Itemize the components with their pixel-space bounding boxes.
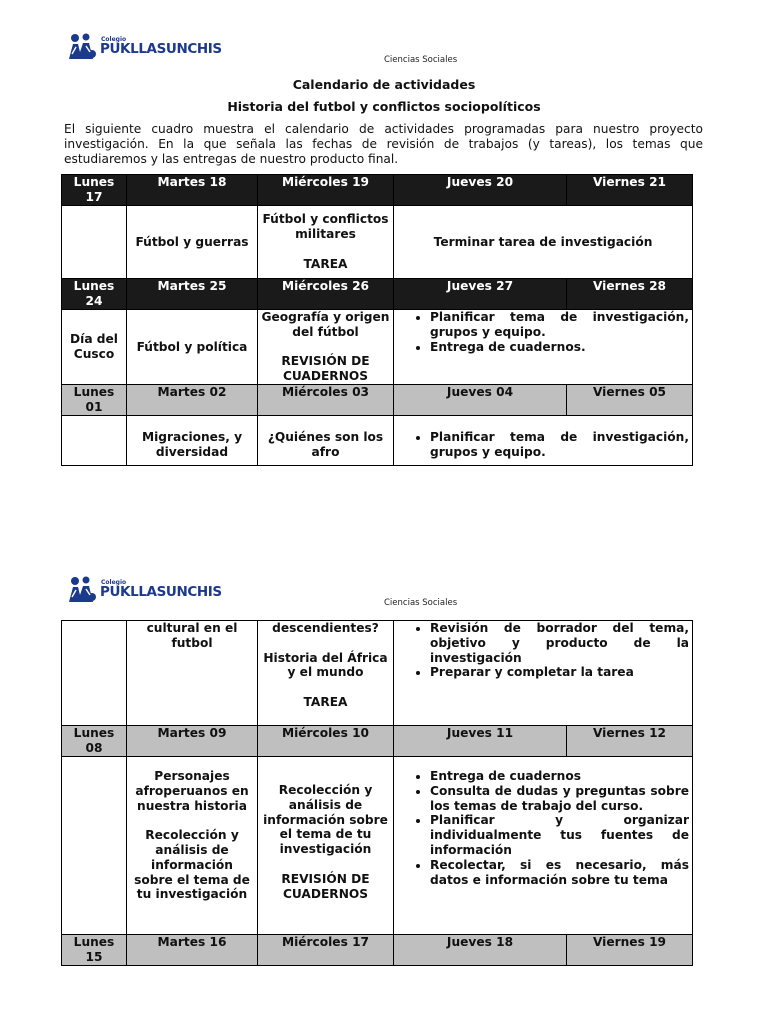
cell-lunes — [62, 415, 127, 465]
list-item: • Entrega de cuadernos — [430, 769, 689, 784]
list-item: • Planificar tema de investigación, grupos y equipo. — [430, 310, 689, 340]
task-label: TAREA — [303, 256, 348, 271]
school-logo — [66, 575, 222, 605]
day-header: Martes 09 — [127, 726, 258, 757]
children-logo-icon — [66, 32, 98, 62]
cell-miercoles — [258, 757, 394, 935]
cell-topic: Recolección y análisis de información sobre el tema de tu investigación — [263, 783, 388, 857]
cell-jueves-viernes — [394, 310, 693, 385]
list-item: • Consulta de dudas y preguntas sobre los temas de trabajo del curso. — [430, 784, 689, 814]
cell-topic: Personajes afroperuanos en nuestra historia — [135, 769, 249, 813]
cell-lunes — [62, 757, 127, 935]
logo-name: PUKLLASUNCHIS — [100, 584, 222, 601]
intro-paragraph: El siguiente cuadro muestra el calendario de actividades programadas para nuestro proyecto investigación. En la que señala las fechas de revisión de trabajos (y tareas), los temas que estudiaremos y las entregas de nuestro producto final. — [64, 122, 703, 166]
children-logo-icon — [66, 575, 98, 605]
day-header: Miércoles 17 — [258, 935, 394, 966]
day-header: Jueves 27 — [394, 279, 567, 310]
cell-lunes — [62, 621, 127, 726]
cell-topic: Geografía y origen del fútbol — [261, 310, 390, 339]
day-header: Jueves 11 — [394, 726, 567, 757]
list-item: • Entrega de cuadernos. — [430, 340, 689, 355]
calendar-table-page2 — [61, 620, 693, 966]
task-label: TAREA — [303, 694, 348, 709]
day-header: Lunes 17 — [62, 175, 127, 206]
day-header: Jueves 04 — [394, 384, 567, 415]
calendar-table-page1 — [61, 174, 693, 466]
logo-small-text: Colegio — [101, 36, 127, 44]
task-label: REVISIÓN DE CUADERNOS — [281, 871, 370, 901]
logo-name: PUKLLASUNCHIS — [100, 41, 222, 58]
day-header: Viernes 21 — [567, 175, 693, 206]
day-header: Lunes 01 — [62, 384, 127, 415]
cell-martes: Fútbol y política — [127, 310, 258, 385]
logo-small-text: Colegio — [101, 579, 127, 587]
cell-lunes: Día del Cusco — [62, 310, 127, 385]
page-title: Calendario de actividades — [292, 77, 476, 92]
day-header: Martes 18 — [127, 175, 258, 206]
cell-jueves-viernes — [394, 757, 693, 935]
day-header: Martes 02 — [127, 384, 258, 415]
list-item: • Planificar tema de investigación, grupos y equipo. — [430, 430, 689, 460]
cell-miercoles — [258, 206, 394, 279]
page-subtitle: Historia del futbol y conflictos sociopolíticos — [227, 99, 541, 114]
cell-topic: Recolección y análisis de información sobre el tema de tu investigación — [134, 828, 250, 902]
cell-martes: Fútbol y guerras — [127, 206, 258, 279]
day-header: Miércoles 10 — [258, 726, 394, 757]
day-header: Lunes 15 — [62, 935, 127, 966]
cell-martes: cultural en el futbol — [127, 621, 258, 726]
cell-miercoles — [258, 621, 394, 726]
day-header: Viernes 28 — [567, 279, 693, 310]
cell-miercoles — [258, 310, 394, 385]
day-header: Lunes 24 — [62, 279, 127, 310]
cell-jueves-viernes — [394, 621, 693, 726]
cell-martes — [127, 757, 258, 935]
day-header: Martes 25 — [127, 279, 258, 310]
day-header: Viernes 05 — [567, 384, 693, 415]
task-label: REVISIÓN DE CUADERNOS — [281, 354, 370, 384]
cell-topic: Historia del África y el mundo — [263, 650, 388, 680]
subject-header: Ciencias Sociales — [384, 598, 458, 608]
list-item: • Recolectar, si es necesario, más datos e información sobre tu tema — [430, 858, 689, 888]
day-header: Miércoles 03 — [258, 384, 394, 415]
cell-miercoles: ¿Quiénes son los afro — [258, 415, 394, 465]
cell-martes: Migraciones, y diversidad — [127, 415, 258, 465]
day-header: Viernes 19 — [567, 935, 693, 966]
cell-jueves-viernes — [394, 415, 693, 465]
subject-header: Ciencias Sociales — [384, 55, 458, 65]
cell-topic: descendientes? — [272, 621, 379, 635]
list-item: • Planificar y organizar individualmente tus fuentes de información — [430, 813, 689, 857]
school-logo — [66, 32, 222, 62]
cell-jueves-viernes: Terminar tarea de investigación — [394, 206, 693, 279]
day-header: Viernes 12 — [567, 726, 693, 757]
cell-topic: Fútbol y conflictos militares — [262, 212, 389, 242]
list-item: • Preparar y completar la tarea — [430, 665, 689, 680]
list-item: • Revisión de borrador del tema, objetivo y producto de la investigación — [430, 621, 689, 665]
day-header: Lunes 08 — [62, 726, 127, 757]
day-header: Miércoles 19 — [258, 175, 394, 206]
cell-lunes — [62, 206, 127, 279]
day-header: Jueves 18 — [394, 935, 567, 966]
day-header: Miércoles 26 — [258, 279, 394, 310]
day-header: Jueves 20 — [394, 175, 567, 206]
day-header: Martes 16 — [127, 935, 258, 966]
